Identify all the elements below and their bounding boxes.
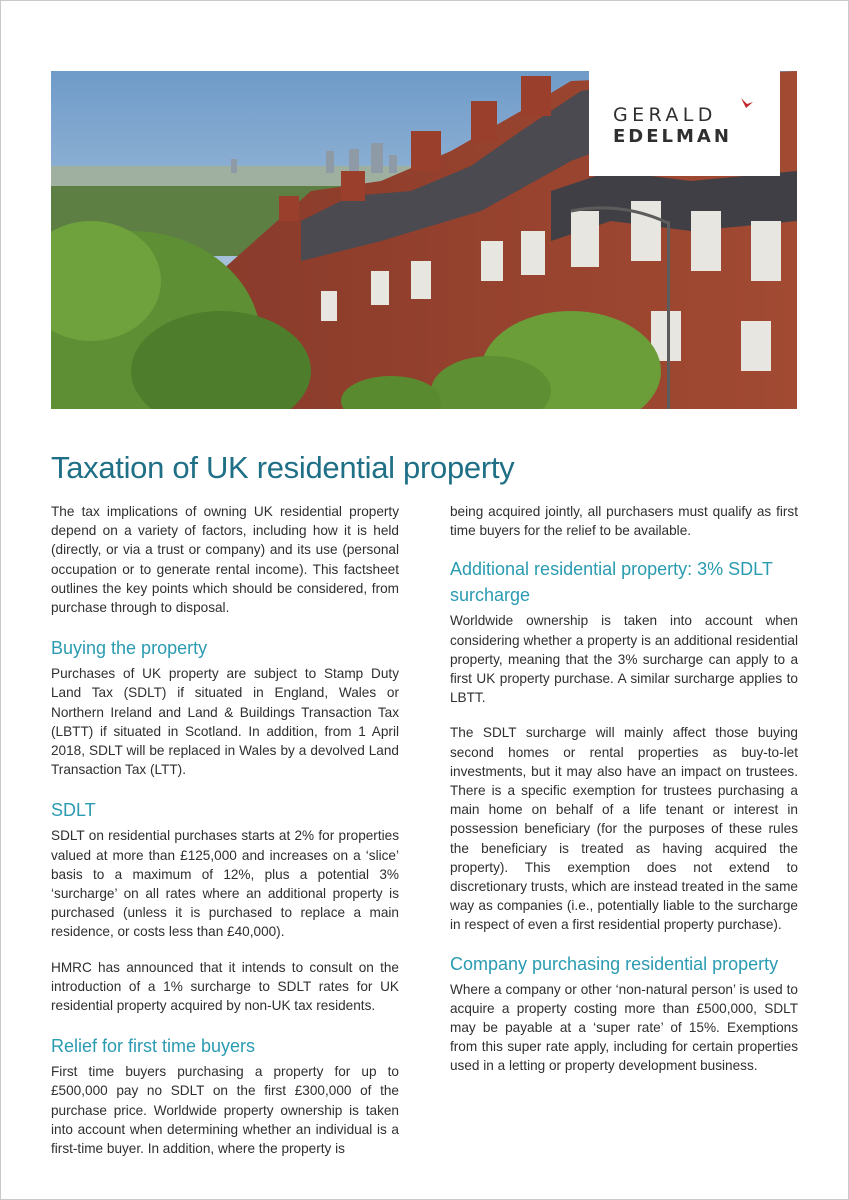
heading-sdlt: SDLT (51, 800, 96, 821)
right-column (450, 502, 798, 1076)
heading-relief: Relief for first time buyers (51, 1036, 256, 1057)
heading-company-purchase: Company purchasing residential property (450, 953, 779, 974)
company-logo (589, 71, 780, 176)
page-title: Taxation of UK residential property (51, 450, 515, 485)
relief-paragraph: First time buyers purchasing a property for up to £500,000 pay no SDLT on the first £300,000 of the purchase price. Worldwide property ownership is taken into account when determining whether an individual is a first-time buyer. In addition, where the property is (51, 1064, 399, 1157)
logo-mark-icon (740, 96, 754, 110)
logo-line-edelman: EDELMAN (613, 126, 732, 147)
intro-paragraph: The tax implications of owning UK residential property depend on a variety of factors, including how it is held (directly, or via a trust or company) and its use (personal occupation or to generate rental income). This factsheet outlines the key points which should be considered, from purchase through to disposal. (51, 504, 399, 616)
sdlt-paragraph-2: HMRC has announced that it intends to consult on the introduction of a 1% surcharge to SDLT rates for UK residential property acquired by non-UK tax residents. (51, 959, 399, 1014)
heading-additional-property: Additional residential property: 3% SDLT surcharge (450, 559, 773, 606)
additional-paragraph-1: Worldwide ownership is taken into account when considering whether a property is an additional residential property, meaning that the 3% surcharge can apply to a first UK property purchase. A similar surcharge applies to LBTT. (450, 613, 798, 706)
company-paragraph: Where a company or other ‘non-natural person’ is used to acquire a property costing more than £500,000, SDLT may be payable at a ‘super rate’ of 15%. Exemptions from this super rate apply, including for certain properties used in a letting or property development business. (450, 981, 798, 1074)
left-column (51, 502, 399, 1158)
buying-paragraph: Purchases of UK property are subject to Stamp Duty Land Tax (SDLT) if situated in England, Wales or Northern Ireland and Land & Buildings Transaction Tax (LBTT) if situated in Scotland. In addition, from 1 April 2018, SDLT will be replaced in Wales by a devolved Land Transaction Tax (LTT). (51, 666, 399, 778)
logo-line-gerald: GERALD (613, 104, 717, 126)
relief-continued-paragraph: being acquired jointly, all purchasers must qualify as first time buyers for the relief to be available. (450, 504, 798, 539)
sdlt-paragraph-1: SDLT on residential purchases starts at 2% for properties valued at more than £125,000 and increases on a ‘slice’ basis to a maximum of 12%, plus a potential 3% ‘surcharge’ on all rates where an additional property is purchased (unless it is purchased to replace a main residence, or costs less than £40,000). (51, 828, 399, 940)
heading-buying: Buying the property (51, 638, 208, 659)
additional-paragraph-2: The SDLT surcharge will mainly affect those buying second homes or rental properties as buy-to-let investments, but it may also have an impact on trustees. There is a specific exemption for trustees purchasing a main home on behalf of a life tenant or interest in possession beneficiary (for the purposes of these rules the beneficiary is treated as having acquired the property). This exemption does not extend to discretionary trusts, which are instead treated in the same way as companies (i.e., potentially liable to the surcharge in respect of even a first residential property purchase). (450, 725, 798, 933)
